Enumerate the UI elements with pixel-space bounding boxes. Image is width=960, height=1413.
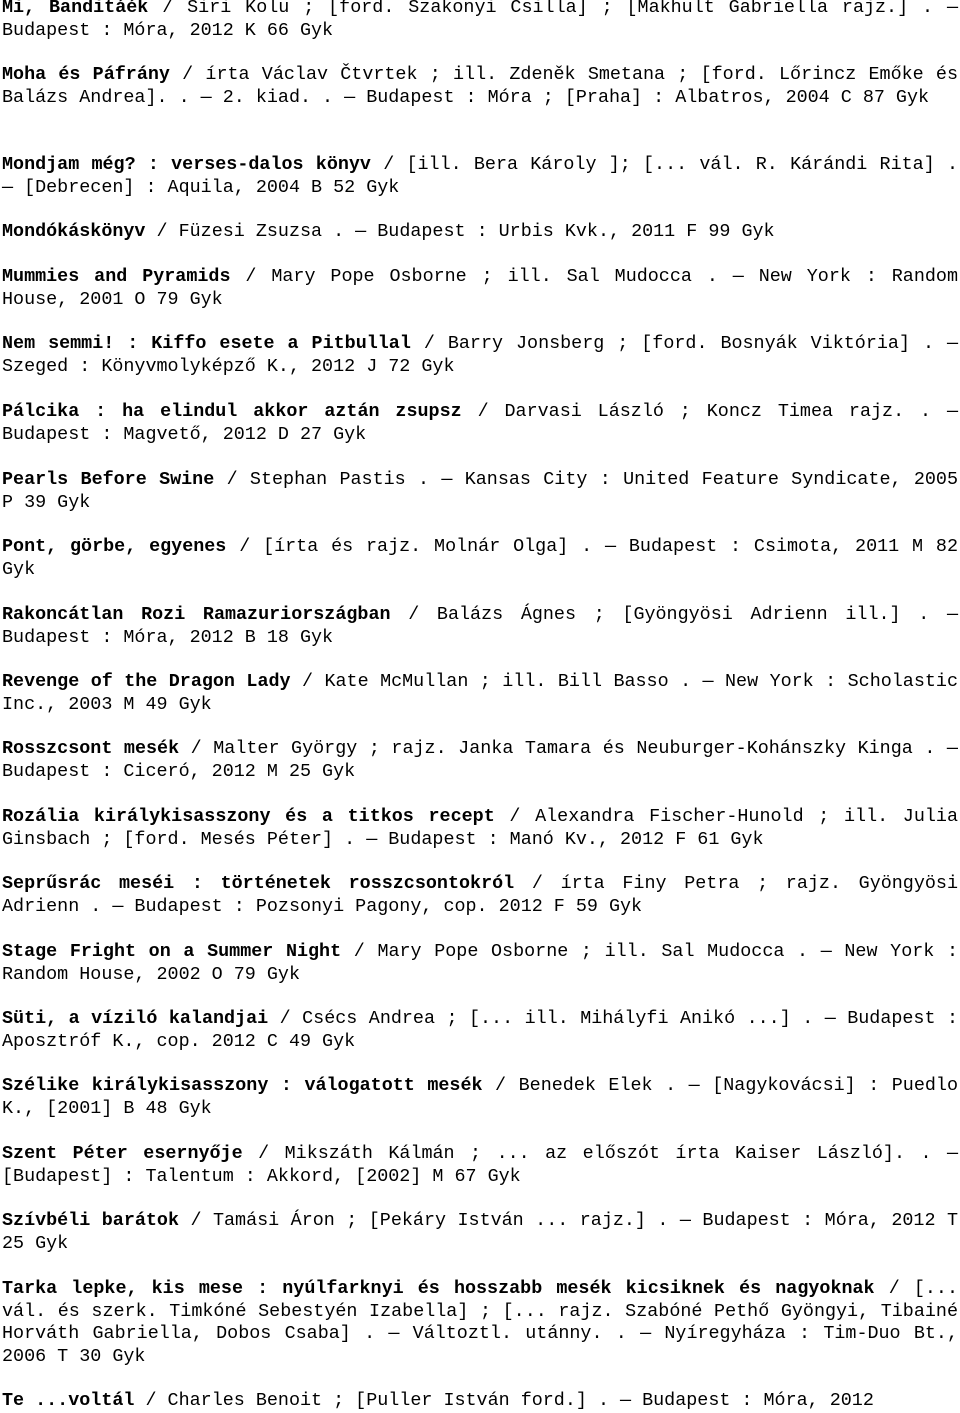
entry-title: Mondjam még? : verses-dalos könyv <box>2 154 371 175</box>
catalog-entry <box>2 536 958 581</box>
entry-title: Rosszcsont mesék <box>2 738 180 759</box>
entry-title: Pálcika : ha elindul akkor aztán zsupsz <box>2 401 462 422</box>
entry-details: / Barry Jonsberg ; [ford. Bosnyák Viktória] . — Szeged : Könyvmolyképző K., 2012 J 72 Gyk <box>2 333 958 377</box>
entry-title: Szent Péter esernyője <box>2 1143 243 1164</box>
entry-details: / Charles Benoit ; [Puller István ford.] . — Budapest : Móra, 2012 <box>134 1390 874 1411</box>
entry-title: Süti, a víziló kalandjai <box>2 1008 269 1029</box>
entry-title: Pearls Before Swine <box>2 469 215 490</box>
catalog-entry <box>2 1278 958 1369</box>
catalog-entry <box>2 1390 958 1413</box>
entry-details: / Alexandra Fischer-Hunold ; ill. Julia Ginsbach ; [ford. Mesés Péter] . — Budapest : Manó Kv., 2012 F 61 Gyk <box>2 806 958 850</box>
catalog-entry <box>2 469 958 514</box>
entry-title: Szívbéli barátok <box>2 1210 180 1231</box>
entry-details: / Darvasi László ; Koncz Timea rajz. . — Budapest : Magvető, 2012 D 27 Gyk <box>2 401 958 445</box>
catalog-entry <box>2 266 958 311</box>
catalog-entry <box>2 401 958 446</box>
entry-title: Rozália királykisasszony és a titkos recept <box>2 806 495 827</box>
entry-details: / [... vál. és szerk. Timkóné Sebestyén Izabella] ; [... rajz. Szabóné Pethő Gyöngyi, Tibainé Horváth Gabriella, Dobos Csaba] . — Változtl. utánny. . — Nyíregyháza : Tim-Duo Bt., 2006 T 30 Gyk <box>2 1278 958 1368</box>
entry-title: Mondókáskönyv <box>2 221 146 242</box>
entry-details: / Csécs Andrea ; [... ill. Mihályfi Anikó ...] . — Budapest : Aposztróf K., cop. 2012 C 49 Gyk <box>2 1008 959 1052</box>
entry-details: / Malter György ; rajz. Janka Tamara és Neuburger-Kohánszky Kinga . — Budapest : Ciceró, 2012 M 25 Gyk <box>2 738 958 782</box>
entry-details: / Balázs Ágnes ; [Gyöngyösi Adrienn ill.] . — Budapest : Móra, 2012 B 18 Gyk <box>2 604 958 648</box>
catalog-entry <box>2 0 958 42</box>
catalog-entry <box>2 221 958 244</box>
catalog-entry <box>2 738 958 783</box>
entry-details: / Stephan Pastis . — Kansas City : United Feature Syndicate, 2005 P 39 Gyk <box>2 469 958 513</box>
entry-details: / Mary Pope Osborne ; ill. Sal Mudocca . — New York : Random House, 2002 O 79 Gyk <box>2 941 958 985</box>
entry-title: Moha és Páfrány <box>2 64 170 85</box>
entry-title: Nem semmi! : Kiffo esete a Pitbullal <box>2 333 411 354</box>
entry-details: / Mary Pope Osborne ; ill. Sal Mudocca . — New York : Random House, 2001 O 79 Gyk <box>2 266 958 310</box>
entry-details: / Kate McMullan ; ill. Bill Basso . — New York : Scholastic Inc., 2003 M 49 Gyk <box>2 671 958 715</box>
catalog-entry <box>2 333 958 378</box>
entry-details: / Benedek Elek . — [Nagykovácsi] : Puedlo K., [2001] B 48 Gyk <box>2 1075 958 1119</box>
catalog-entry <box>2 604 958 649</box>
catalog-entry <box>2 873 958 918</box>
entry-title: Revenge of the Dragon Lady <box>2 671 291 692</box>
entry-title: Pont, görbe, egyenes <box>2 536 227 557</box>
entry-details: / írta Václav Čtvrtek ; ill. Zdeněk Smetana ; [ford. Lőrincz Emőke és Balázs Andrea]. . — 2. kiad. . — Budapest : Móra ; [Praha] : Albatros, 2004 C 87 Gyk <box>2 64 958 108</box>
entry-details: / Mikszáth Kálmán ; ... az előszót írta Kaiser László]. . — [Budapest] : Talentum : Akkord, [2002] M 67 Gyk <box>2 1143 959 1187</box>
entry-details: / Füzesi Zsuzsa . — Budapest : Urbis Kvk., 2011 F 99 Gyk <box>145 221 775 242</box>
catalog-entry <box>2 806 958 851</box>
entry-title: Mummies and Pyramids <box>2 266 231 287</box>
entry-details: / Tamási Áron ; [Pekáry István ... rajz.] . — Budapest : Móra, 2012 T 25 Gyk <box>2 1210 958 1254</box>
entry-details: / [írta és rajz. Molnár Olga] . — Budapest : Csimota, 2011 M 82 Gyk <box>2 536 958 580</box>
entry-details: / írta Finy Petra ; rajz. Gyöngyösi Adrienn . — Budapest : Pozsonyi Pagony, cop. 2012 F 59 Gyk <box>2 873 958 917</box>
entry-title: Szélike királykisasszony : válogatott mesék <box>2 1075 483 1096</box>
catalog-entry <box>2 154 958 199</box>
entry-title: Tarka lepke, kis mese : nyúlfarknyi és hosszabb mesék kicsiknek és nagyoknak <box>2 1278 875 1299</box>
catalog-entry <box>2 1075 958 1120</box>
catalog-entry <box>2 1143 958 1188</box>
entry-title: Seprűsrác meséi : történetek rosszcsontokról <box>2 873 515 894</box>
catalog-entry <box>2 64 958 109</box>
catalog-entry <box>2 941 958 986</box>
entry-details: / [ill. Bera Károly ]; [... vál. R. Kárándi Rita] . — [Debrecen] : Aquila, 2004 B 52 Gyk <box>2 154 958 198</box>
entry-title: Te ...voltál <box>2 1390 135 1411</box>
catalog-entry <box>2 671 958 716</box>
catalog-entry <box>2 1210 958 1255</box>
catalog-entry <box>2 1008 958 1053</box>
entry-title: Rakoncátlan Rozi Ramazuriországban <box>2 604 391 625</box>
entry-title: Stage Fright on a Summer Night <box>2 941 342 962</box>
entry-title: Mi, Banditáék <box>2 0 149 18</box>
entry-details: / Siri Kolu ; [ford. Szakonyi Csilla] ; [Makhult Gabriella rajz.] . — Budapest : Móra, 2012 K 66 Gyk <box>2 0 958 41</box>
